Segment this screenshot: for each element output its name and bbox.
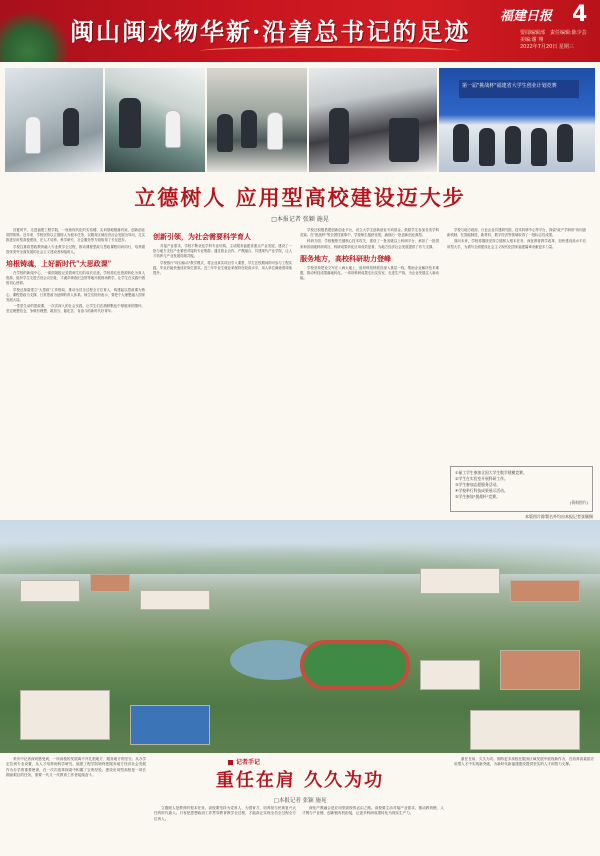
- sports-track: [300, 640, 410, 690]
- paragraph: 立德树人是教育的根本任务。高校要坚持为党育人、为国育才，培养担当民族复兴大任的时代新人。只有把思想政治工作贯穿教育教学全过程，才能真正实现全员全过程全方位育人。: [154, 806, 296, 821]
- article-headline: 立德树人 应用型高校建设迈大步: [134, 185, 466, 210]
- paragraph: 学校推行"项目驱动"教学模式，将企业真实项目引入课堂，学生在校期间即可参与工程实践，毕业后能快速适应岗位需求。近三年毕业生就业率保持在较高水平，用人单位满意度持续提升。: [153, 260, 292, 276]
- edition-line: 美编:谢 翔: [520, 37, 544, 43]
- commentary-headline: 重任在肩 久久为功: [215, 770, 385, 791]
- building: [90, 574, 130, 592]
- paragraph: 学校注重将思政教育融入专业教学全过程，推动课程思政与思政课程同向同行，培养德智体美劳全面发展的社会主义建设者和接班人。: [6, 244, 145, 254]
- newspaper-name: 福建日报: [500, 9, 553, 24]
- person-figure: [241, 110, 257, 148]
- paragraph: 深化产教融合是应用型高校的必由之路。高校要主动对接产业需求，推动教育链、人才链与产业链、创新链有机衔接，让更多科研成果转化为现实生产力。: [302, 806, 444, 816]
- paragraph: 初夏时节，走进福建工程学院，一座座现代化的实验楼、实训基地错落有致，创新创业氛围浓厚。近年来，学校坚持以立德树人为根本任务，以服务区域经济社会发展为导向，扎实推进应用型高校建设，在人才培养、科学研究、社会服务等方面取得了长足进步。: [6, 228, 145, 243]
- paragraph: 重任在肩，久久为功。期待更多高校在服务区域发展中展现新作为，在培养高素质应用型人才中实现新突破，为新时代新福建建设提供坚实的人才和智力支撑。: [454, 757, 594, 767]
- person-figure: [267, 112, 283, 150]
- paragraph: 学校还探索建立"大思政"工作格局，推动全员全过程全方位育人，构建起以思政课为核心、课程思政为支撑、日常思政为延伸的育人体系。师生们纷纷表示，要把个人理想融入国家发展大局。: [6, 287, 145, 303]
- photo-3: [207, 68, 307, 172]
- paragraph: 科研方面，学校聚焦关键核心技术攻关，建设了一批省级以上科研平台，承担了一批国家和省部级科研项目，科研成果转化应用成效显著，为地方经济社会发展提供了有力支撑。: [300, 239, 439, 249]
- photo-4: [309, 68, 437, 172]
- article-column-3: [300, 228, 439, 490]
- commentary-byline: □本报记者 张颖 施晃: [273, 798, 327, 804]
- paragraph: 在学校的新闻中心，一面面展板记录着师生们的成长足迹。学校将红色资源转化为育人资源，组织学生走进古田会议旧址、才溪乡调查纪念馆等地开展现场教学，让学生在实践中感悟初心使命。: [6, 271, 145, 286]
- building: [510, 580, 580, 602]
- subheading: 创新引领，为社会需要科学育人: [153, 232, 251, 241]
- photo-2: [105, 68, 205, 172]
- building: [420, 660, 480, 690]
- paragraph: 对接产业需求，学校不断优化学科专业结构，主动服务福建省重点产业发展，建设了一批与地方支柱产业紧密对接的专业集群。通过校企合作、产教融合，共建现代产业学院，让人才培养与产业发展同频共振。: [153, 244, 292, 259]
- person-figure: [119, 98, 141, 148]
- subheading: 培根铸魂，上好新时代"大思政课": [6, 259, 112, 269]
- bridge-graphic: [200, 46, 460, 56]
- paragraph: 一堂堂生动的思政课、一次次深入的社会实践，让学生们在潜移默化中厚植家国情怀，坚定理想信念，争做有理想、敢担当、能吃苦、肯奋斗的新时代好青年。: [6, 304, 145, 314]
- caption-line: ①福工学生参加全国大学生数学建模竞赛。: [455, 470, 527, 475]
- article-column-4: [447, 228, 586, 464]
- person-figure: [165, 110, 181, 148]
- banner-title: 闽山闽水物华新·沿着总书记的足迹: [70, 17, 471, 46]
- page-number: 4: [572, 2, 588, 27]
- person-figure: [217, 114, 233, 152]
- page-banner: [0, 0, 600, 62]
- photo-1: [5, 68, 103, 172]
- photo-5: [439, 68, 595, 172]
- person-figure: [453, 124, 469, 162]
- caption-credit: (资料图片): [569, 500, 588, 505]
- subheading: 服务地方，高校科研助力登峰: [300, 253, 391, 263]
- person-figure: [531, 128, 547, 166]
- article-byline: □本报记者 张颖 施晃: [271, 216, 329, 223]
- article-column-1: [6, 228, 145, 490]
- mountain-graphic: [0, 10, 70, 62]
- paragraph: 学校还积极搭建创新创业平台，设立大学生创新创业专项基金，鼓励学生参加各类学科竞赛。在"挑战杯"等全国性赛事中，学校师生屡获佳绩，涌现出一批创新创业典型。: [300, 228, 439, 238]
- robot-figure: [389, 118, 419, 162]
- building: [20, 690, 110, 740]
- paragraph: 采访中记者深切感受到，一所高校的发展离不开扎根地方、服务地方的坚守。从办学定位到专业设置，从人才培养到科学研究，福建工程学院始终把服务地方经济社会发展作为办学的重要使命，在一次次改革探索中积累了宝贵经验。建设应用型高校是一项长期而艰巨的任务，需要一代又一代教育工作者接续奋斗。: [6, 757, 146, 778]
- event-sign: 第一届"挑战杯"福建省大学生创业计划竞赛: [459, 80, 579, 98]
- building: [420, 568, 500, 594]
- commentary-column-3: [302, 806, 444, 852]
- person-figure: [557, 124, 573, 162]
- person-figure: [329, 108, 349, 164]
- caption-line: ④学校举行科技成果展示活动。: [455, 488, 508, 493]
- commentary-label-text: 记者手记: [236, 759, 261, 766]
- edition-line: 要闻编辑部 责任编辑:陈少芸: [520, 30, 587, 36]
- building: [470, 710, 580, 750]
- person-figure: [25, 116, 41, 154]
- hills-graphic: [0, 534, 600, 574]
- article-column-2: [153, 228, 292, 490]
- square-icon: [228, 760, 233, 765]
- caption-line: ⑤学生参加"挑战杯"竞赛。: [455, 494, 500, 499]
- commentary-column-4: [454, 757, 594, 852]
- campus-aerial-photo: [0, 520, 600, 753]
- building: [500, 650, 580, 690]
- paragraph: 学校与地方政府、行业企业共建研究院、技术转移中心等平台，探索"政产学研用"协同创新机制，在智能制造、新材料、数字经济等领域取得了一批标志性成果。: [447, 228, 586, 238]
- photo-credit-note: 本版图片除署名外均由本报记者张颖摄: [525, 514, 593, 519]
- edition-line: 2022年7月20日 星期三: [520, 44, 574, 50]
- person-figure: [479, 128, 495, 166]
- building: [140, 590, 210, 610]
- person-figure: [63, 108, 79, 146]
- person-figure: [505, 126, 521, 164]
- paragraph: 学校坚持把论文写在八闽大地上，组织科技特派员深入基层一线，帮助企业解决技术难题，推动科技成果落地转化。一项项科研成果走出实验室，走进生产线，为企业发展注入新动能。: [300, 265, 439, 281]
- caption-line: ②学生在实验室开展科研工作。: [455, 476, 508, 481]
- edition-meta: [520, 30, 587, 51]
- photo-captions: [450, 466, 593, 512]
- commentary-label: [228, 757, 260, 766]
- building: [20, 580, 80, 602]
- caption-line: ③学生参加志愿服务活动。: [455, 482, 501, 487]
- commentary-column-2: [154, 806, 296, 852]
- building: [130, 705, 210, 745]
- paragraph: 面向未来，学校将继续坚持立德树人根本任务，深化教育教学改革，加快建设高水平应用型大学，为谱写全面建设社会主义现代化国家福建篇章贡献更多力量。: [447, 239, 586, 249]
